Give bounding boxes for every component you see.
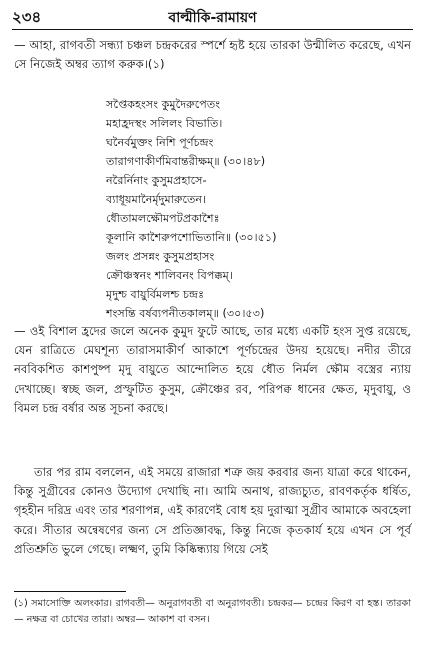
verse-line: তারাগণাকীর্ণমিবান্তরীক্ষম্॥ (৩০।৪৮) bbox=[106, 155, 266, 168]
verse-line: ধৌতামলক্ষৌমপটপ্রকাশৈঃ bbox=[106, 212, 220, 225]
footnote: (১) সমাসোক্তি অলংকার। রাগবতী— অনুরাগবতী বা অনুরাগবতী। চন্দ্রকর— চন্দ্রের কিরণ বা হস্ত। তারকা— নক্ষত্র বা চোখের তারা। অম্বর— আকাশ বা বসন। bbox=[14, 598, 411, 625]
verse-line: শংসন্তি বর্ষব্যপনীতকালম্॥ (৩০।৫৩) bbox=[106, 307, 265, 320]
verse-line: ব্যাধূয়মানৈর্মৃদুমারুতেন। bbox=[106, 193, 207, 206]
paragraph-1: — আহা, রাগবতী সন্ধ্যা চঞ্চল চন্দ্রকরের স্পর্শে হৃষ্ট হয়ে তারকা উন্মীলিত করেছে, এখন সে নিজেই অম্বর ত্যাগ করুক।(১) bbox=[14, 38, 411, 72]
paragraph-3: তার পর রাম বললেন, এই সময়ে রাজারা শত্রু জয় করবার জন্য যাত্রা করে থাকেন, কিন্তু সুগ্রীবের কোনও উদ্যোগ দেখাছি না। আমি অনাথ, রাজ্যচ্যুত, রাবণকর্তৃক ধর্ষিত, গৃহহীন দরিদ্র এবং তার শরণাপন্ন, এই কারণেই বোধ হয় দুরাত্মা সুগ্রীব আমাকে অবহেলা করে। সীতার অন্বেষণের জন্য সে প্রতিজ্ঞাবদ্ধ, কিন্তু নিজে কৃতকার্য হয়ে এখন সে পূর্ব প্রতিশ্রুতি ভুলে গেছে। লক্ষ্মণ, তুমি কিষ্কিন্ধ্যায় গিয়ে সেই bbox=[14, 465, 411, 556]
page-number: ২৩৪ bbox=[12, 8, 42, 26]
verse-line: মহাহ্রদস্থং সলিলং বিভাতি। bbox=[106, 117, 223, 130]
verse-line: সপ্তৈকহংসং কুমুদৈরুপেতং bbox=[106, 98, 221, 111]
page-header bbox=[12, 6, 413, 28]
running-title: বাল্মীকি-রামায়ণ bbox=[168, 10, 257, 26]
header-rule bbox=[12, 29, 413, 30]
verse-line: জলং প্রসন্নং কুসুমপ্রহাসং bbox=[106, 250, 215, 263]
sanskrit-verses bbox=[106, 95, 411, 323]
verse-line: ক্রৌঞ্চস্বনং শালিবনং বিপক্কম্। bbox=[106, 269, 233, 282]
footnote-rule bbox=[14, 591, 126, 592]
verse-line: মৃদুশ্চ বায়ুর্বিমলশ্চ চন্দ্রঃ bbox=[106, 288, 205, 301]
verse-line: কূলানি কাশৈরুপশোভিতানি॥ (৩০।৫১) bbox=[106, 231, 277, 244]
verse-line: নরৈর্নিনাং কুসুমপ্রহাসে- bbox=[106, 174, 207, 187]
verse-line: ঘনৈর্বমুক্তং নিশি পূর্ণচন্দ্রং bbox=[106, 136, 214, 149]
paragraph-2: — ওই বিশাল হ্রদের জলে অনেক কুমুদ ফুটে আছে, তার মধ্যে একটি হংস সুপ্ত রয়েছে, যেন রাত্রিতে মেঘশূন্য তারাসমাকীর্ণ আকাশে পূর্ণচন্দ্রের উদয় হয়েছে। নদীর তীরে নববিকশিত কাশপুষ্প মৃদু বায়ুতে আন্দোলিত হয়ে ধৌত নির্মল ক্ষৌম বস্ত্রের ন্যায় দেখাচ্ছে। স্বচ্ছ জল, প্রস্ফুটিত কুসুম, ক্রৌঞ্চের রব, পরিপক্ব ধানের ক্ষেত, মৃদুবায়ু, ও বিমল চন্দ্র বর্ষার অন্ত সূচনা করছে। bbox=[14, 324, 411, 415]
